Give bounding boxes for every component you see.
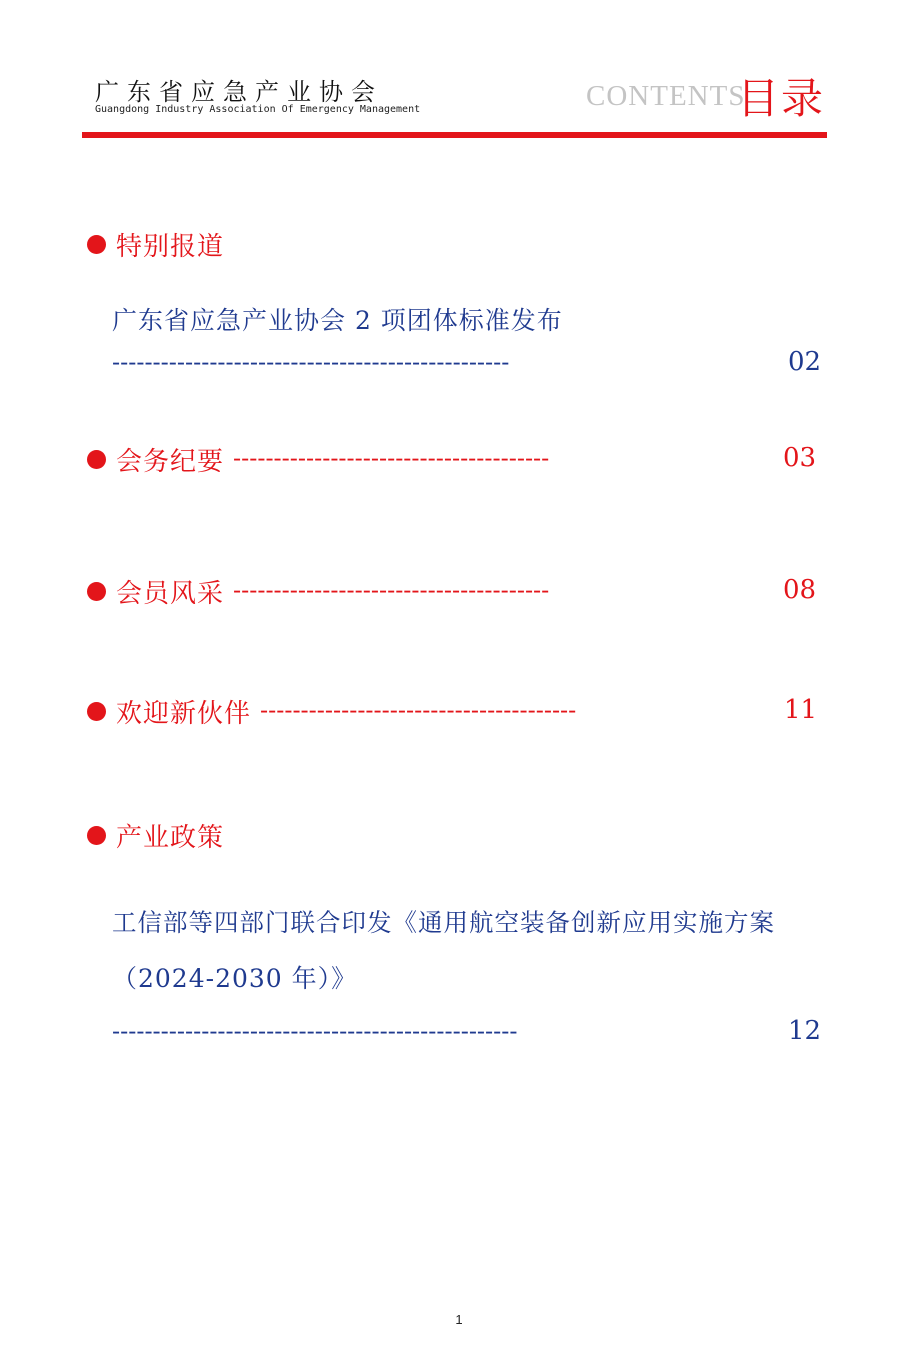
toc-leader: ------------------------------------------------- <box>112 348 510 376</box>
section-title-member-showcase[interactable]: 会员风采 <box>116 579 225 609</box>
toc-leader: --------------------------------------- <box>233 444 550 472</box>
page-number: 1 <box>455 1312 463 1327</box>
contents-label-cn: 目录 <box>737 74 826 123</box>
bullet-icon <box>87 450 106 469</box>
section-title-new-partners[interactable]: 欢迎新伙伴 <box>116 699 252 729</box>
toc-page-number: 03 <box>783 443 817 473</box>
toc-page-number: 08 <box>783 575 817 605</box>
toc-entry-aviation-plan-line2[interactable]: （2024-2030 年）》 <box>112 964 358 993</box>
toc-leader: --------------------------------------- <box>233 576 550 604</box>
toc-entry-aviation-plan-line1[interactable]: 工信部等四部门联合印发《通用航空装备创新应用实施方案 <box>112 908 775 937</box>
toc-page-number: 12 <box>788 1016 822 1046</box>
toc-entry-standards[interactable]: 广东省应急产业协会 2 项团体标准发布 <box>112 306 563 335</box>
toc-leader: -------------------------------------------------- <box>112 1017 518 1045</box>
header-rule <box>82 132 827 138</box>
section-title-industry-policy[interactable]: 产业政策 <box>116 823 225 853</box>
toc-page-number: 11 <box>784 695 818 725</box>
section-title-special-report[interactable]: 特别报道 <box>116 232 225 262</box>
contents-label-en: CONTENTS <box>586 80 746 112</box>
toc-leader: --------------------------------------- <box>260 696 577 724</box>
toc-page-number: 02 <box>788 347 822 377</box>
bullet-icon <box>87 702 106 721</box>
org-name-en: Guangdong Industry Association Of Emergency Management <box>95 104 421 115</box>
bullet-icon <box>87 582 106 601</box>
section-title-meeting-minutes[interactable]: 会务纪要 <box>116 447 225 477</box>
org-name-cn: 广东省应急产业协会 <box>95 78 383 106</box>
bullet-icon <box>87 235 106 254</box>
bullet-icon <box>87 826 106 845</box>
